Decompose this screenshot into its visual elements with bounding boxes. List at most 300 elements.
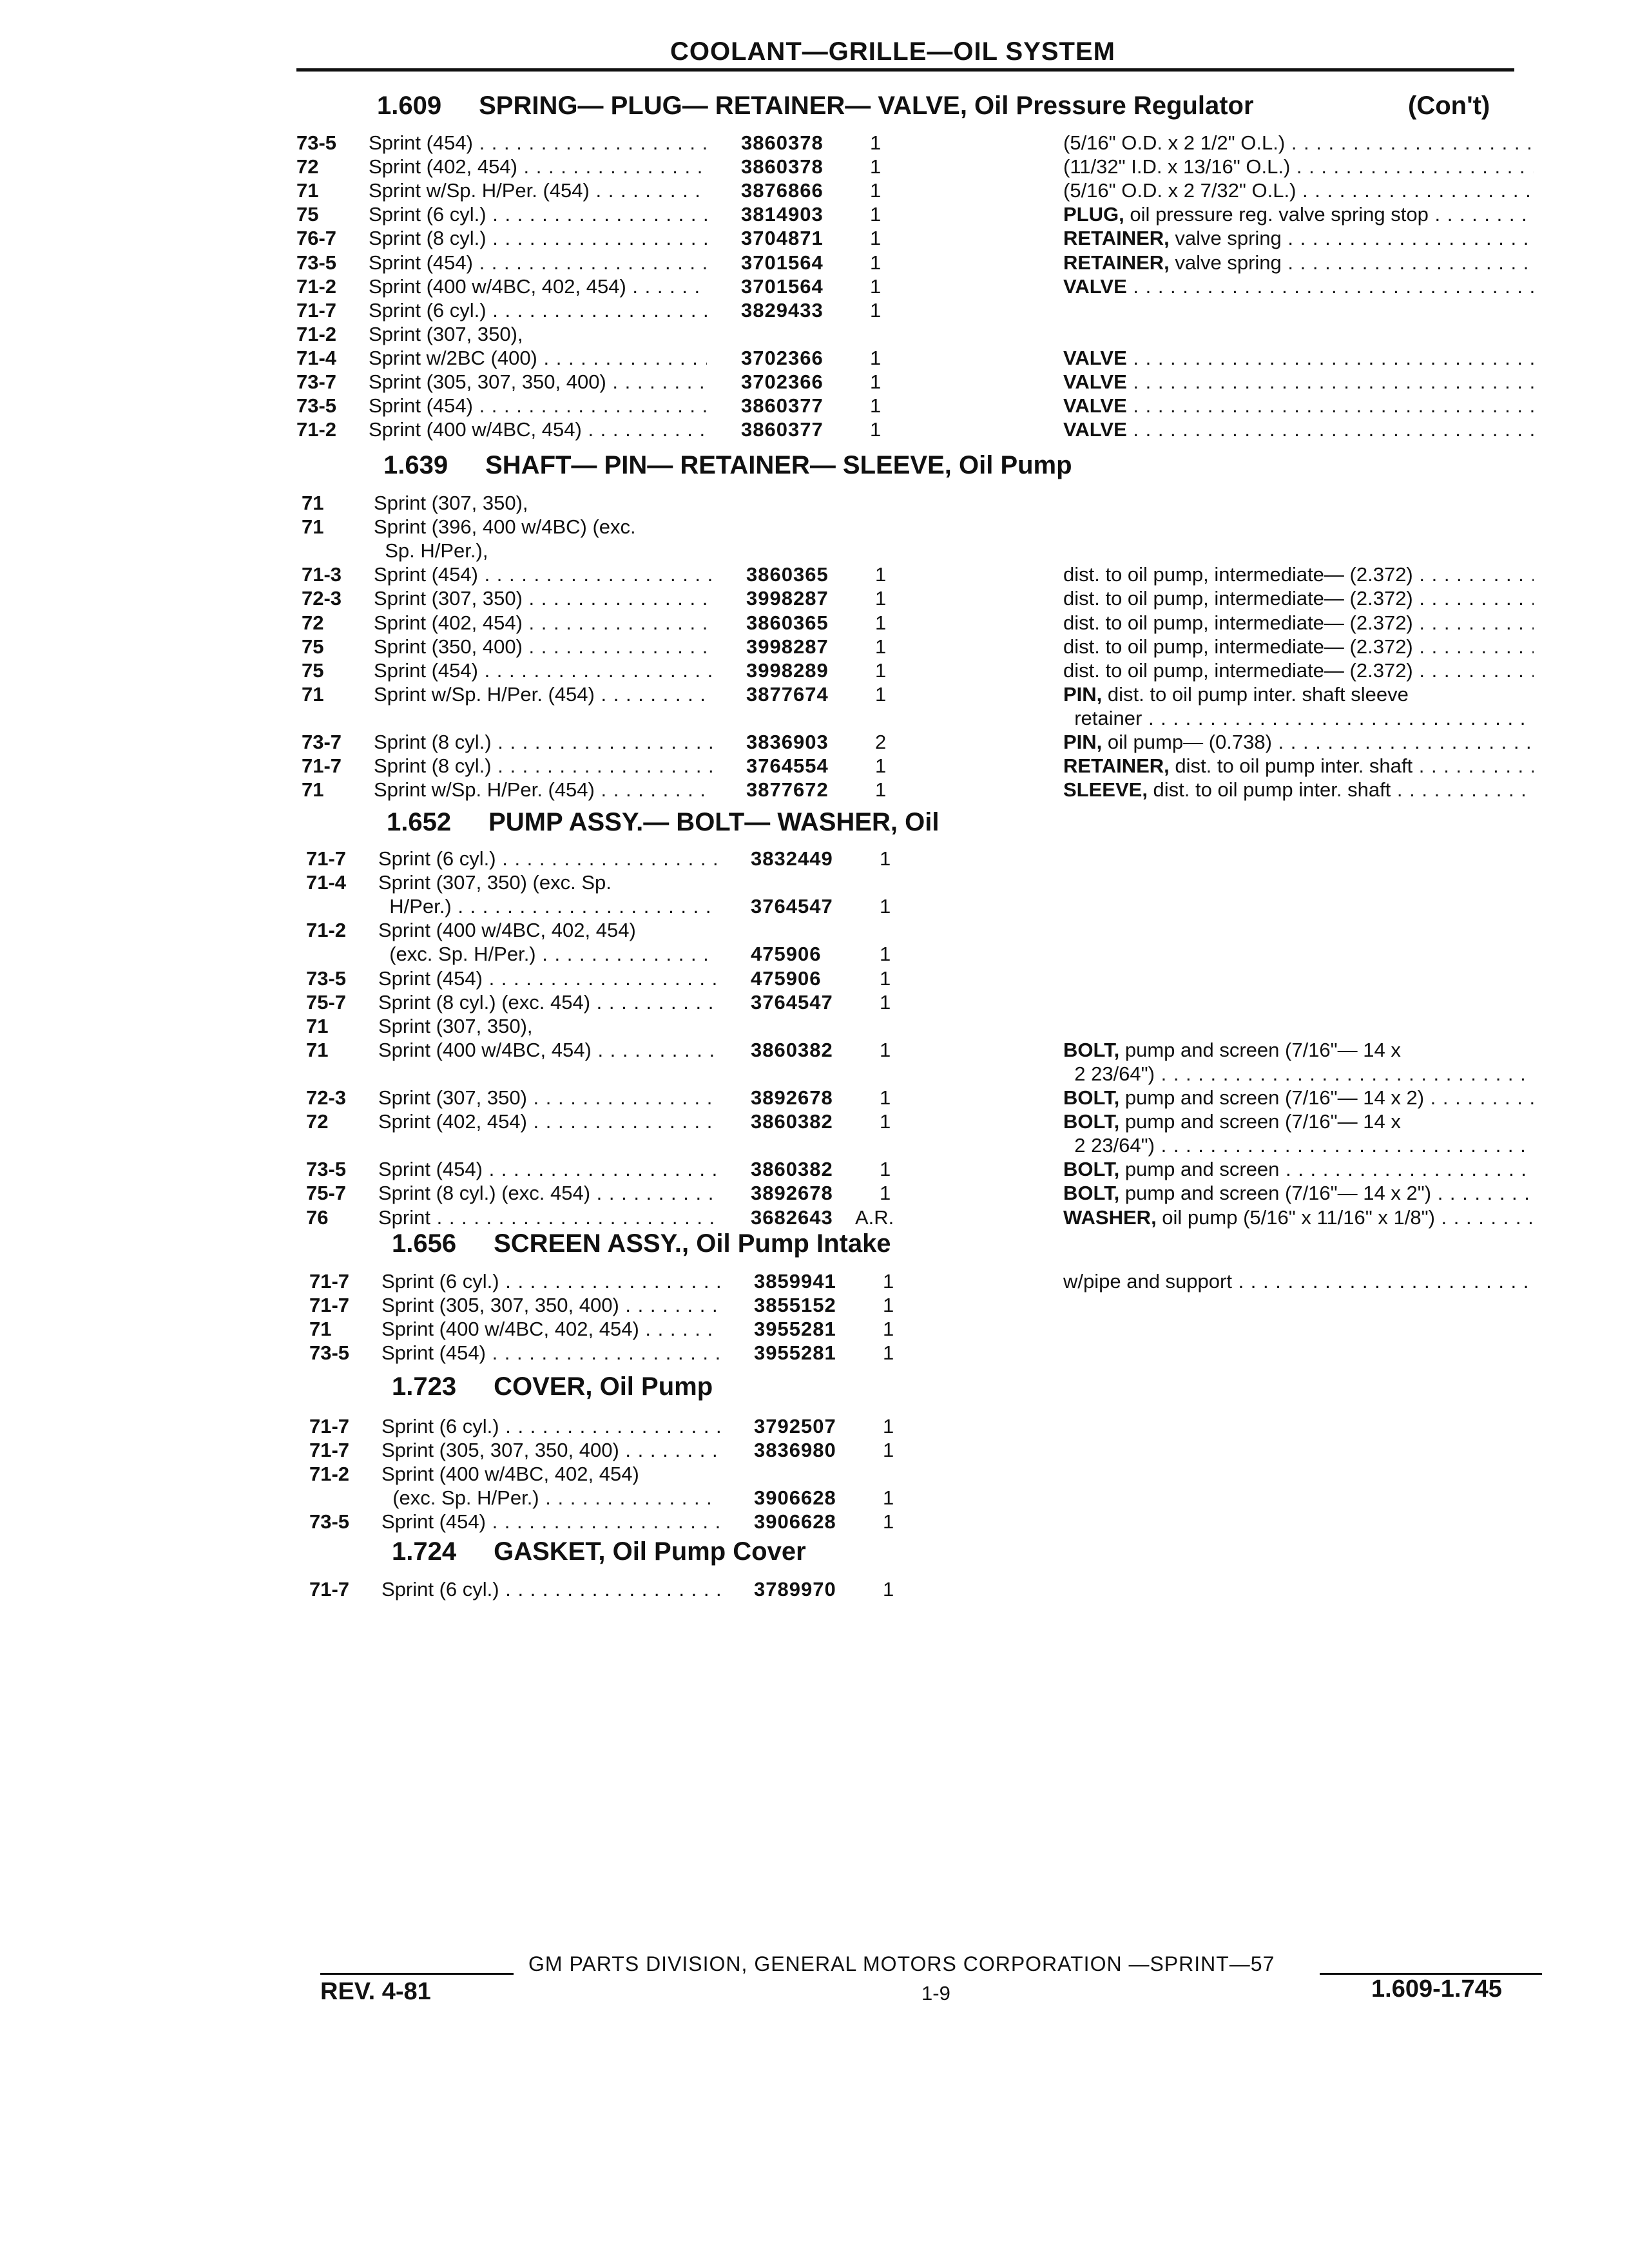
part-number: 3701564 — [741, 251, 824, 274]
quantity: 1 — [880, 1158, 891, 1180]
model-years: 73-5 — [306, 967, 347, 990]
model-years: 71 — [309, 1318, 332, 1340]
application-description — [374, 515, 712, 539]
part-note — [1063, 251, 1534, 274]
quantity: 1 — [875, 778, 887, 801]
section-heading: SCREEN ASSY., Oil Pump Intake — [494, 1229, 891, 1258]
section-title — [383, 451, 1072, 480]
part-note — [1063, 1038, 1534, 1062]
part-number: 3836903 — [746, 731, 829, 753]
quantity: 1 — [870, 299, 882, 322]
part-note-text: (5/16" O.D. x 2 7/32" O.L.) — [1063, 179, 1296, 202]
quantity: 1 — [870, 251, 882, 274]
quantity: 1 — [870, 370, 882, 393]
part-note — [1063, 202, 1534, 226]
quantity: 1 — [883, 1270, 894, 1293]
part-note — [1063, 1110, 1534, 1133]
application-text: Sprint (307, 350) — [378, 1086, 527, 1109]
application-text: Sprint (400 w/4BC, 454) — [378, 1039, 592, 1061]
parts-row — [306, 1014, 1527, 1038]
application-description — [378, 1014, 717, 1038]
part-note-text: oil pump— (0.738) — [1102, 731, 1272, 753]
application-description — [374, 778, 712, 802]
application-description — [381, 1510, 720, 1533]
parts-row — [306, 1206, 1527, 1229]
section-number: 1.639 — [383, 451, 448, 479]
application-description — [374, 539, 712, 562]
quantity: 1 — [870, 203, 882, 226]
application-description — [369, 418, 707, 441]
section-heading: GASKET, Oil Pump Cover — [494, 1537, 806, 1566]
part-number: 3704871 — [741, 227, 824, 249]
parts-row — [306, 1062, 1527, 1086]
application-text: Sprint (454) — [369, 394, 473, 417]
section-continued-label: (Con't) — [1408, 91, 1490, 120]
model-years: 75 — [296, 203, 319, 226]
section-title — [392, 1229, 891, 1258]
parts-row — [302, 611, 1527, 635]
part-number: 3860377 — [741, 394, 824, 417]
application-description — [378, 990, 717, 1014]
part-name: BOLT, — [1063, 1086, 1120, 1109]
model-years: 71-7 — [309, 1578, 350, 1600]
part-note — [1063, 1133, 1534, 1157]
application-text: Sprint (402, 454) — [374, 611, 523, 634]
parts-row — [296, 298, 1527, 322]
application-description — [369, 322, 707, 346]
application-description — [381, 1341, 720, 1365]
part-note — [1063, 178, 1534, 202]
application-text: Sprint (454) — [369, 251, 473, 274]
part-note — [1063, 1181, 1534, 1205]
part-note — [1063, 131, 1534, 155]
part-note-text: retainer — [1063, 707, 1142, 729]
part-number: 3829433 — [741, 299, 824, 322]
parts-row — [296, 394, 1527, 418]
part-number: 3836980 — [754, 1439, 836, 1461]
part-name: VALVE — [1063, 394, 1127, 417]
part-name: VALVE — [1063, 418, 1127, 441]
parts-row — [302, 778, 1527, 802]
application-text: Sprint (402, 454) — [369, 155, 517, 178]
section-number: 1.652 — [387, 808, 452, 836]
application-text: Sprint (307, 350), — [378, 1015, 533, 1037]
application-description — [378, 847, 717, 870]
part-name: VALVE — [1063, 347, 1127, 369]
application-description — [378, 1086, 717, 1110]
parts-row — [296, 202, 1527, 226]
part-note — [1063, 1157, 1534, 1181]
application-text: Sprint (6 cyl.) — [381, 1415, 499, 1437]
quantity: 1 — [875, 563, 887, 586]
quantity: 1 — [883, 1341, 894, 1364]
parts-row — [306, 894, 1527, 918]
part-number: 3682643 — [751, 1206, 833, 1229]
part-note — [1063, 370, 1534, 394]
part-number: 3998287 — [746, 635, 829, 658]
part-number: 3860382 — [751, 1110, 833, 1133]
application-description — [381, 1317, 720, 1341]
application-text: Sprint (307, 350) (exc. Sp. — [378, 871, 612, 894]
part-number: 3764547 — [751, 895, 833, 918]
parts-row — [302, 515, 1527, 539]
application-description — [369, 346, 707, 370]
application-text: Sprint (454) — [374, 563, 478, 586]
part-note — [1063, 155, 1534, 178]
part-number: 3877672 — [746, 778, 829, 801]
part-note-text: dist. to oil pump inter. shaft — [1147, 778, 1391, 801]
model-years: 73-5 — [309, 1341, 350, 1364]
part-note-text: pump and screen — [1119, 1158, 1280, 1180]
model-years: 75-7 — [306, 991, 347, 1014]
application-text: Sprint (400 w/4BC, 402, 454) — [369, 275, 626, 298]
application-description — [378, 1206, 717, 1229]
model-years: 75-7 — [306, 1182, 347, 1204]
application-text: Sprint (454) — [369, 131, 473, 154]
part-number: 3877674 — [746, 683, 829, 706]
part-number: 3701564 — [741, 275, 824, 298]
quantity: 1 — [880, 1110, 891, 1133]
part-name: WASHER, — [1063, 1206, 1157, 1229]
part-number: 3876866 — [741, 179, 824, 202]
application-description — [374, 658, 712, 682]
model-years: 71-2 — [296, 418, 337, 441]
part-note-text: valve spring — [1169, 227, 1282, 249]
model-years: 71-2 — [296, 323, 337, 345]
parts-row — [302, 730, 1527, 754]
application-description — [381, 1293, 720, 1317]
part-number: 3860377 — [741, 418, 824, 441]
model-years: 73-5 — [309, 1510, 350, 1533]
application-text: Sprint (307, 350), — [374, 492, 528, 514]
parts-row — [306, 966, 1527, 990]
application-description — [369, 202, 707, 226]
part-note-text: (5/16" O.D. x 2 1/2" O.L.) — [1063, 131, 1286, 154]
section-number: 1.609 — [377, 91, 442, 120]
part-name: BOLT, — [1063, 1158, 1120, 1180]
part-number: 3859941 — [754, 1270, 836, 1293]
quantity: 1 — [883, 1439, 894, 1461]
application-text: (exc. Sp. H/Per.) — [381, 1486, 539, 1509]
application-text: Sprint (350, 400) — [374, 635, 523, 658]
page-header-title: COOLANT—GRILLE—OIL SYSTEM — [670, 37, 1115, 66]
header-rule — [296, 68, 1514, 72]
application-text: Sprint (6 cyl.) — [369, 299, 487, 322]
application-description — [374, 562, 712, 586]
application-text: Sprint (305, 307, 350, 400) — [369, 370, 606, 393]
part-note — [1063, 658, 1534, 682]
parts-row — [309, 1341, 1527, 1365]
part-name: PIN, — [1063, 731, 1103, 753]
application-text: Sprint (400 w/4BC, 402, 454) — [381, 1463, 639, 1485]
part-note-text: dist. to oil pump, intermediate— (2.372) — [1063, 635, 1413, 658]
quantity: 1 — [883, 1486, 894, 1509]
part-number: 3860378 — [741, 131, 824, 154]
parts-row — [309, 1269, 1527, 1293]
part-note — [1063, 635, 1534, 658]
model-years: 71-3 — [302, 563, 342, 586]
model-years: 71-2 — [306, 919, 347, 941]
part-name: VALVE — [1063, 275, 1127, 298]
parts-row — [306, 918, 1527, 942]
parts-row — [306, 1181, 1527, 1205]
footer-rule-left — [320, 1973, 514, 1975]
part-note-text: valve spring — [1169, 251, 1282, 274]
application-text: Sprint (307, 350) — [374, 587, 523, 610]
application-description — [381, 1577, 720, 1601]
model-years: 71 — [302, 515, 324, 538]
model-years: 73-5 — [296, 394, 337, 417]
part-number: 3860382 — [751, 1158, 833, 1180]
application-text: Sprint (400 w/4BC, 402, 454) — [378, 919, 636, 941]
parts-row — [306, 1133, 1527, 1157]
quantity: 1 — [880, 895, 891, 918]
parts-row — [302, 491, 1527, 515]
quantity: 1 — [870, 155, 882, 178]
application-description — [378, 918, 717, 942]
parts-row — [309, 1462, 1527, 1486]
application-text: (exc. Sp. H/Per.) — [378, 943, 536, 965]
part-note-text: oil pump (5/16" x 11/16" x 1/8") — [1156, 1206, 1435, 1229]
parts-row — [309, 1293, 1527, 1317]
quantity: 1 — [875, 611, 887, 634]
part-note-text: pump and screen (7/16"— 14 x — [1119, 1110, 1401, 1133]
application-description — [369, 155, 707, 178]
model-years: 73-5 — [296, 251, 337, 274]
quantity: 1 — [880, 1086, 891, 1109]
application-text: Sprint (307, 350), — [369, 323, 523, 345]
quantity: 1 — [875, 659, 887, 682]
part-note-text: w/pipe and support — [1063, 1270, 1232, 1293]
application-description — [374, 635, 712, 658]
parts-row — [306, 990, 1527, 1014]
application-description — [369, 131, 707, 155]
parts-row — [302, 539, 1527, 562]
application-description — [378, 894, 717, 918]
application-text: Sprint (6 cyl.) — [381, 1578, 499, 1600]
parts-row — [306, 1038, 1527, 1062]
model-years: 72 — [302, 611, 324, 634]
model-years: 72 — [306, 1110, 329, 1133]
application-text: Sprint (454) — [381, 1341, 486, 1364]
quantity: 1 — [883, 1578, 894, 1600]
model-years: 75 — [302, 635, 324, 658]
parts-row — [296, 226, 1527, 250]
quantity: 1 — [870, 179, 882, 202]
application-text: Sprint (8 cyl.) (exc. 454) — [378, 1182, 591, 1204]
model-years: 72 — [296, 155, 319, 178]
part-number: 3860378 — [741, 155, 824, 178]
part-note — [1063, 1269, 1534, 1293]
application-description — [378, 1157, 717, 1181]
parts-row — [306, 1157, 1527, 1181]
quantity: 1 — [870, 275, 882, 298]
part-number: 3955281 — [754, 1318, 836, 1340]
application-text: Sprint w/Sp. H/Per. (454) — [374, 683, 595, 706]
parts-row — [296, 178, 1527, 202]
quantity: 1 — [883, 1415, 894, 1437]
model-years: 71-4 — [296, 347, 337, 369]
part-number: 475906 — [751, 943, 822, 965]
part-number: 3860365 — [746, 611, 829, 634]
part-note — [1063, 418, 1534, 441]
application-description — [369, 298, 707, 322]
model-years: 71-7 — [309, 1439, 350, 1461]
part-name: SLEEVE, — [1063, 778, 1148, 801]
application-description — [369, 394, 707, 418]
parts-row — [309, 1414, 1527, 1438]
application-description — [369, 178, 707, 202]
part-number: 3855152 — [754, 1294, 836, 1316]
section-number: 1.724 — [392, 1537, 457, 1566]
footer-rule-right — [1320, 1973, 1542, 1975]
part-number: 3892678 — [751, 1182, 833, 1204]
parts-row — [296, 370, 1527, 394]
parts-row — [309, 1510, 1527, 1533]
application-description — [381, 1462, 720, 1486]
model-years: 71 — [306, 1039, 329, 1061]
parts-row — [302, 754, 1527, 778]
quantity: 1 — [880, 991, 891, 1014]
part-name: RETAINER, — [1063, 754, 1170, 777]
application-text: Sprint (454) — [378, 967, 483, 990]
application-description — [374, 586, 712, 610]
parts-row — [309, 1438, 1527, 1462]
part-note — [1063, 274, 1534, 298]
part-number: 3998287 — [746, 587, 829, 610]
application-description — [381, 1269, 720, 1293]
model-years: 72-3 — [302, 587, 342, 610]
model-years: 71-7 — [302, 754, 342, 777]
model-years: 73-7 — [302, 731, 342, 753]
application-description — [381, 1486, 720, 1510]
parts-row — [309, 1577, 1527, 1601]
part-note — [1063, 682, 1534, 706]
footer-revision: REV. 4-81 — [320, 1978, 431, 2005]
section-heading: SHAFT— PIN— RETAINER— SLEEVE, Oil Pump — [485, 451, 1072, 479]
application-text: Sprint (400 w/4BC, 402, 454) — [381, 1318, 639, 1340]
application-text: Sprint (400 w/4BC, 454) — [369, 418, 582, 441]
part-note — [1063, 1086, 1534, 1110]
part-note — [1063, 754, 1534, 778]
model-years: 71 — [296, 179, 319, 202]
part-note-text: dist. to oil pump inter. shaft sleeve — [1102, 683, 1409, 706]
part-note — [1063, 778, 1534, 802]
application-description — [378, 1038, 717, 1062]
parts-row — [296, 418, 1527, 441]
parts-row — [302, 586, 1527, 610]
section-title — [392, 1537, 806, 1566]
application-text: Sprint (8 cyl.) — [374, 731, 492, 753]
part-number: 3860382 — [751, 1039, 833, 1061]
application-text: Sprint (6 cyl.) — [381, 1270, 499, 1293]
part-note — [1063, 1206, 1534, 1229]
footer-page-number: 1-9 — [921, 1982, 950, 2004]
application-text: Sprint (305, 307, 350, 400) — [381, 1294, 619, 1316]
part-note-text: dist. to oil pump, intermediate— (2.372) — [1063, 587, 1413, 610]
quantity: 1 — [870, 347, 882, 369]
application-description — [378, 1181, 717, 1205]
application-text: Sprint (305, 307, 350, 400) — [381, 1439, 619, 1461]
part-name: BOLT, — [1063, 1039, 1120, 1061]
application-description — [378, 1110, 717, 1133]
section-title — [377, 91, 1490, 120]
application-description — [374, 491, 712, 515]
application-description — [369, 226, 707, 250]
part-note — [1063, 706, 1534, 730]
part-note — [1063, 611, 1534, 635]
application-description — [374, 682, 712, 706]
part-number: 3792507 — [754, 1415, 836, 1437]
quantity: 1 — [880, 1182, 891, 1204]
part-note-text: pump and screen (7/16"— 14 x 2) — [1119, 1086, 1425, 1109]
part-note-text: 2 23/64") — [1063, 1062, 1155, 1085]
application-text: Sprint w/Sp. H/Per. (454) — [374, 778, 595, 801]
part-name: RETAINER, — [1063, 227, 1170, 249]
part-number: 3906628 — [754, 1486, 836, 1509]
part-number: 3764554 — [746, 754, 829, 777]
application-text: Sprint (8 cyl.) — [374, 754, 492, 777]
parts-row — [306, 1086, 1527, 1110]
part-number: 3789970 — [754, 1578, 836, 1600]
quantity: 1 — [880, 967, 891, 990]
quantity: 1 — [870, 227, 882, 249]
quantity: 1 — [880, 943, 891, 965]
application-text: Sprint — [378, 1206, 430, 1229]
part-note-text: pump and screen (7/16"— 14 x 2") — [1119, 1182, 1432, 1204]
part-name: PIN, — [1063, 683, 1103, 706]
parts-row — [302, 658, 1527, 682]
application-description — [378, 942, 717, 966]
parts-row — [309, 1486, 1527, 1510]
section-number: 1.656 — [392, 1229, 457, 1258]
application-description — [381, 1438, 720, 1462]
model-years: 76-7 — [296, 227, 337, 249]
parts-row — [306, 942, 1527, 966]
application-description — [369, 370, 707, 394]
application-text: Sprint (454) — [381, 1510, 486, 1533]
part-note — [1063, 1062, 1534, 1086]
parts-row — [296, 274, 1527, 298]
part-number: 3906628 — [754, 1510, 836, 1533]
model-years: 71 — [306, 1015, 329, 1037]
model-years: 73-7 — [296, 370, 337, 393]
application-description — [378, 966, 717, 990]
model-years: 71-4 — [306, 871, 347, 894]
application-description — [378, 870, 717, 894]
model-years: 71-7 — [309, 1415, 350, 1437]
part-note-text: dist. to oil pump inter. shaft — [1169, 754, 1413, 777]
part-note — [1063, 730, 1534, 754]
part-number: 3702366 — [741, 347, 824, 369]
application-text: Sprint (6 cyl.) — [369, 203, 487, 226]
application-description — [369, 251, 707, 274]
model-years: 71-2 — [309, 1463, 350, 1485]
part-number: 475906 — [751, 967, 822, 990]
quantity: 1 — [880, 847, 891, 870]
application-text: H/Per.) — [378, 895, 452, 918]
part-note-text: (11/32" I.D. x 13/16" O.L.) — [1063, 155, 1291, 178]
parts-row — [306, 847, 1527, 870]
model-years: 75 — [302, 659, 324, 682]
application-text: Sprint (454) — [378, 1158, 483, 1180]
part-note-text: 2 23/64") — [1063, 1134, 1155, 1157]
model-years: 72-3 — [306, 1086, 347, 1109]
part-note — [1063, 586, 1534, 610]
part-note — [1063, 394, 1534, 418]
application-description — [374, 754, 712, 778]
parts-row — [296, 131, 1527, 155]
